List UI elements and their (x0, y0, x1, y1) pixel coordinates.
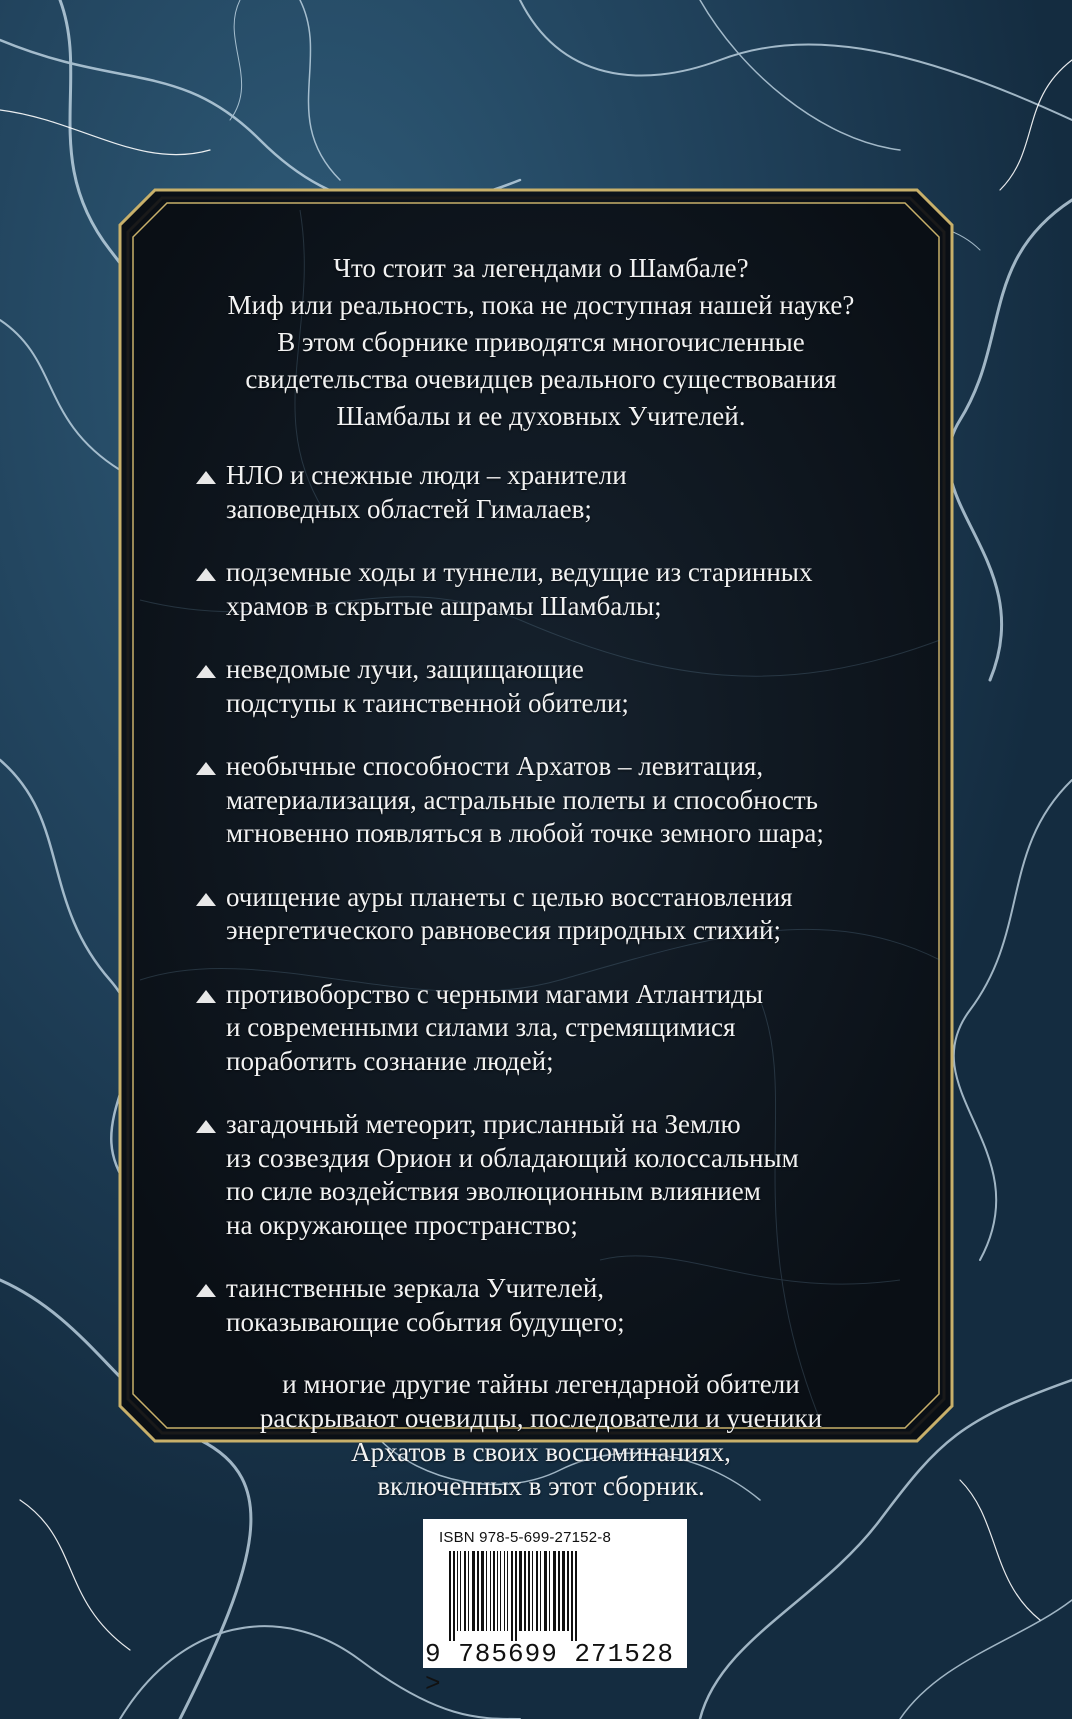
barcode-bar (453, 1551, 455, 1641)
outro-line: и многие другие тайны легендарной обители (282, 1369, 800, 1399)
outro-line: включенных в этот сборник. (377, 1471, 705, 1501)
barcode-bar (553, 1551, 556, 1631)
barcode-bar (511, 1551, 513, 1641)
triangle-bullet-icon (196, 1120, 216, 1133)
barcode-bar (558, 1551, 560, 1631)
list-item (190, 556, 892, 623)
barcode-bar (562, 1551, 565, 1631)
barcode-bar (449, 1551, 451, 1641)
list-item (190, 459, 892, 526)
barcode-bar (567, 1551, 569, 1631)
list-item (190, 881, 892, 948)
outro-line: раскрывают очевидцы, последователи и ученики (259, 1403, 823, 1433)
triangle-bullet-icon (196, 893, 216, 906)
intro-line: Что стоит за легендами о Шамбале? (333, 253, 749, 283)
list-item (190, 750, 892, 851)
barcode-bar (575, 1551, 577, 1641)
barcode-bar (468, 1551, 469, 1631)
list-item-line: по силе воздействия эволюционным влиянием (226, 1176, 761, 1206)
list-item-line: загадочный метеорит, присланный на Землю (226, 1109, 741, 1139)
back-cover-text (190, 250, 892, 1530)
barcode-bar (519, 1551, 522, 1631)
intro-line: В этом сборнике приводятся многочисленные (277, 327, 805, 357)
triangle-bullet-icon (196, 568, 216, 581)
list-item (190, 978, 892, 1079)
list-item-line: очищение ауры планеты с целью восстановления (226, 881, 793, 912)
barcode-icon (437, 1551, 673, 1641)
barcode-bar (571, 1551, 573, 1641)
barcode-bar (532, 1551, 533, 1631)
intro-line: Миф или реальность, пока не доступная нашей науке? (227, 290, 855, 320)
triangle-bullet-icon (196, 471, 216, 484)
list-item (190, 1108, 892, 1242)
barcode-bar (536, 1551, 538, 1631)
barcode-bar (457, 1551, 458, 1631)
list-item-line: НЛО и снежные люди – хранители (226, 460, 627, 490)
barcode-bar (497, 1551, 498, 1631)
list-item (190, 1272, 892, 1339)
intro-paragraph (190, 250, 892, 435)
barcode-bar (460, 1551, 461, 1631)
list-item-line: поработить сознание людей; (226, 1045, 554, 1076)
intro-line: Шамбалы и ее духовных Учителей. (336, 401, 746, 431)
closing-paragraph (190, 1367, 892, 1503)
list-item-line: на окружающее пространство; (226, 1209, 578, 1240)
barcode-bar (486, 1551, 487, 1631)
triangle-bullet-icon (196, 990, 216, 1003)
barcode-bar (504, 1551, 505, 1631)
list-item-line: подземные ходы и туннели, ведущие из старинных (226, 557, 813, 587)
outro-line: Архатов в своих воспоминаниях, (351, 1437, 731, 1467)
barcode-bar (472, 1551, 475, 1631)
barcode-bar (500, 1551, 501, 1631)
list-item-line: необычные способности Архатов – левитация, (226, 751, 764, 781)
list-item-line: подступы к таинственной обители; (226, 687, 629, 718)
list-item-line: таинственные зеркала Учителей, (226, 1273, 605, 1303)
list-item-line: показывающие события будущего; (226, 1306, 625, 1337)
barcode-bar (481, 1551, 484, 1631)
triangle-bullet-icon (196, 1284, 216, 1297)
isbn-digits: 9 785699 271528 > (425, 1639, 675, 1699)
isbn-label: ISBN 978-5-699-27152-8 (439, 1529, 612, 1546)
barcode-bar (549, 1551, 550, 1631)
barcode-bar (524, 1551, 526, 1631)
barcode-bar (540, 1551, 541, 1631)
triangle-bullet-icon (196, 762, 216, 775)
isbn-barcode-block (423, 1519, 687, 1699)
list-item-line: неведомые лучи, защищающие (226, 654, 584, 684)
list-item-line: из созвездия Орион и обладающий колоссальным (226, 1142, 799, 1173)
list-item-line: материализация, астральные полеты и способность (226, 784, 818, 815)
intro-line: свидетельства очевидцев реального существования (245, 364, 837, 394)
list-item-line: противоборство с черными магами Атлантиды (226, 978, 763, 1009)
triangle-bullet-icon (196, 665, 216, 678)
barcode-bar (507, 1551, 508, 1631)
list-item (190, 653, 892, 720)
barcode-bar (477, 1551, 479, 1631)
feature-list (190, 459, 892, 1339)
list-item-line: заповедных областей Гималаев; (226, 493, 592, 524)
barcode-bar (493, 1551, 495, 1631)
list-item-line: энергетического равновесия природных стихий; (226, 915, 781, 945)
barcode-bar (490, 1551, 491, 1631)
list-item-line: и современными силами зла, стремящимися (226, 1012, 736, 1042)
list-item-line: мгновенно появляться в любой точке земного шара; (226, 818, 824, 848)
barcode-bar (515, 1551, 517, 1641)
barcode-bar (544, 1551, 547, 1631)
list-item-line: храмов в скрытые ашрамы Шамбалы; (226, 590, 662, 621)
barcode-bar (464, 1551, 466, 1631)
barcode-bar (528, 1551, 530, 1631)
